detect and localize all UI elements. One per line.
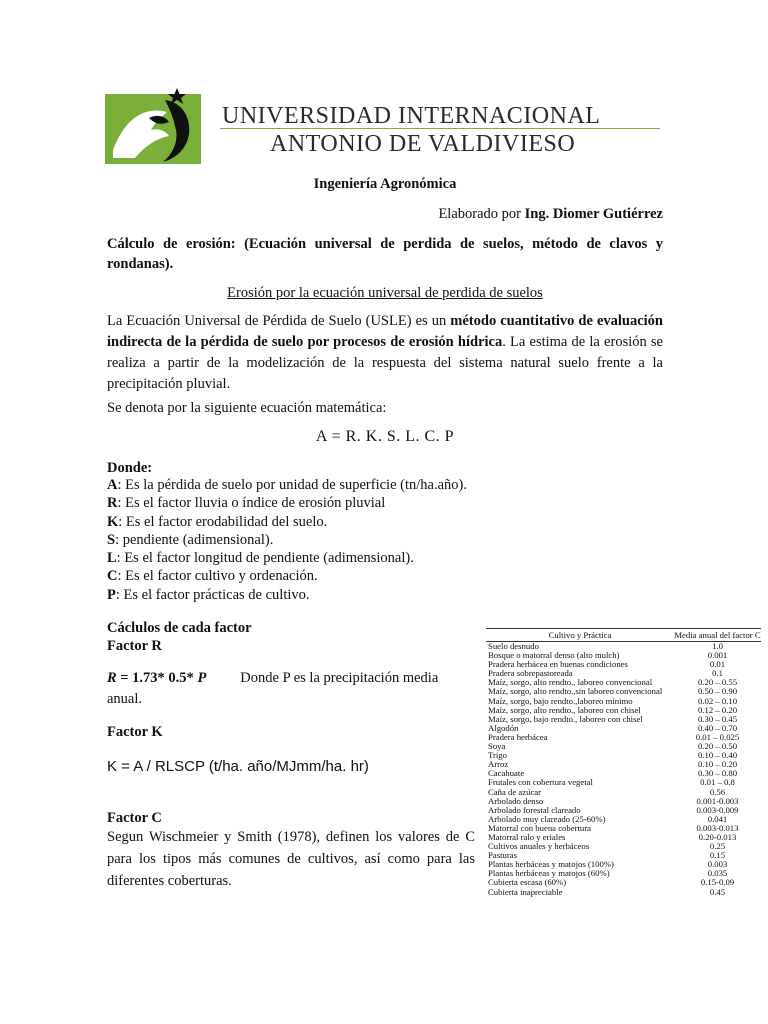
c-value-cell: 0.01: [709, 659, 726, 670]
definition-text: : Es el factor longitud de pendiente (adimensional).: [116, 550, 414, 567]
header-rule: [220, 128, 660, 129]
crop-cell: Maíz, sorgo, bajo rendto., laboreo con chisel: [488, 713, 643, 724]
c-value-cell: 0.20 – 0.55: [697, 677, 738, 688]
c-value-cell: 0.001: [707, 650, 728, 661]
column-header-value: Media anual del factor C: [674, 630, 761, 640]
c-value-cell: 0.003: [707, 859, 728, 870]
calculation-title: Cálculo de erosión: (Ecuación universal de perdida de suelos, método de clavos y rondanas).: [107, 236, 663, 272]
c-value-cell: 0.003-0.013: [696, 822, 739, 833]
section-title: [107, 283, 663, 303]
crop-cell: Trigo: [488, 750, 507, 761]
crop-cell: Pradera sobrepastoreada: [488, 668, 573, 679]
definition-text: : Es la pérdida de suelo por unidad de superficie (tn/ha.año).: [117, 477, 467, 493]
crop-cell: Plantas herbáceas y matojos (100%): [488, 859, 614, 870]
definition-item: [107, 494, 667, 512]
crop-cell: Pradera herbácea en buenas condiciones: [488, 659, 628, 670]
c-value-cell: 0.20-0.013: [698, 831, 737, 842]
crop-cell: Maíz, sorgo, alto rendto., laboreo convencional: [488, 677, 653, 688]
donde-heading: Donde:: [107, 460, 153, 476]
factor-k-formula: K = A / RLSCP (t/ha. año/MJmm/ha. hr): [107, 758, 369, 775]
table-row: [486, 888, 761, 897]
formula-r-lhs: R: [107, 670, 117, 686]
c-value-cell: 0.12 – 0.20: [697, 704, 738, 715]
definition-item: [107, 531, 667, 549]
c-value-cell: 0.50 – 0.90: [697, 686, 738, 697]
author-line: [107, 204, 663, 224]
crop-cell: Bosque o matorral denso (alto mulch): [488, 650, 620, 661]
factor-r-note: Donde P es la precipitación media anual.: [107, 670, 439, 707]
crop-cell: Maíz, sorgo, alto rendto.,sin laboreo convencional: [488, 686, 663, 697]
definition-key: L: [107, 550, 117, 567]
factor-k-heading: Factor K: [107, 724, 163, 740]
author-prefix: Elaborado por: [438, 206, 525, 222]
usle-paragraph: [107, 311, 663, 395]
factor-r-equation: [107, 670, 206, 686]
section-title-text: Erosión por la ecuación universal de perdida de suelos: [227, 285, 543, 301]
c-value-cell: 0.01 – 0.8: [700, 777, 735, 788]
formula-r-rhs: P: [197, 670, 207, 686]
crop-cell: Maíz, sorgo, alto rendto., laboreo con chisel: [488, 704, 641, 715]
definition-key: A: [107, 477, 118, 493]
c-value-cell: 0.003-0.009: [696, 804, 739, 815]
table-header-row: [486, 629, 761, 642]
table-body: [486, 642, 761, 897]
c-value-cell: 0.01 – 0.025: [695, 731, 740, 742]
c-value-cell: 0.10 – 0.40: [697, 750, 738, 761]
usle-paragraph-bold: método cuantitativo de evaluación indirecta de la pérdida de suelo por procesos de erosión hídrica: [107, 313, 663, 350]
c-value-cell: 0.56: [709, 786, 726, 797]
crop-cell: Caña de azúcar: [488, 786, 542, 797]
formula-r-mid: = 1.73* 0.5*: [116, 670, 198, 686]
definition-text: : pendiente (adimensional).: [115, 531, 274, 548]
crop-cell: Plantas herbáceas y matojos (60%): [488, 868, 610, 879]
crop-cell: Arroz: [488, 759, 509, 770]
crop-cell: Cubierta escasa (60%): [488, 877, 567, 888]
definition-text: : Es el factor erodabilidad del suelo.: [118, 513, 328, 530]
usle-paragraph-part3: . La estima de la erosión se realiza a partir de la modelización de la respuesta del sistema natural suelo frente a la precipitación pluvial.: [107, 334, 663, 392]
definition-item: [107, 476, 667, 494]
usle-equation: A = R. K. S. L. C. P: [315, 428, 455, 445]
crop-cell: Cubierta inapreciable: [488, 886, 563, 897]
university-name-line2: ANTONIO DE VALDIVIESO: [270, 131, 576, 157]
c-value-cell: 0.30 – 0.45: [697, 713, 738, 724]
factor-c-paragraph: Segun Wischmeier y Smith (1978), definen los valores de C para los tipos más comunes de cultivos, así como para las diferentes coberturas.: [107, 829, 475, 889]
author-name: Ing. Diomer Gutiérrez: [524, 206, 663, 222]
c-value-cell: 0.001-0.003: [696, 795, 739, 806]
crop-cell: Arbolado muy clareado (25-60%): [488, 813, 606, 824]
c-value-cell: 0.15-0.09: [700, 877, 735, 888]
definition-text: : Es el factor prácticas de cultivo.: [115, 586, 310, 603]
column-header-crop: Cultivo y Práctica: [486, 629, 674, 642]
c-value-cell: 0.40 – 0.70: [697, 722, 738, 733]
definition-key: S: [107, 531, 116, 548]
c-value-cell: 0.15: [709, 850, 726, 861]
c-value-cell: 0.10 – 0.20: [697, 759, 738, 770]
equation-intro: Se denota por la siguiente ecuación matemática:: [107, 400, 387, 416]
crop-cell: Pradera herbácea: [488, 731, 548, 742]
definition-item: [107, 567, 667, 585]
definition-item: [107, 513, 667, 531]
crop-cell: Maíz, sorgo, bajo rendto.,laboreo mínimo: [488, 695, 633, 706]
c-factor-table: [486, 628, 761, 897]
factor-c-heading: Factor C: [107, 810, 162, 826]
crop-cell: Pasturas: [488, 850, 517, 861]
c-value-cell: 0.45: [709, 886, 726, 897]
factor-r-formula: [107, 668, 467, 710]
definition-text: : Es el factor cultivo y ordenación.: [117, 568, 318, 585]
c-value-cell: 0.02 – 0.10: [697, 695, 738, 706]
crop-cell: Suelo desnudo: [488, 641, 539, 651]
definition-text: : Es el factor lluvia o índice de erosión pluvial: [117, 495, 386, 512]
c-value-cell: 0.1: [712, 668, 723, 679]
crop-cell: Cultivos anuales y herbáceos: [488, 841, 590, 852]
university-logo: [105, 88, 205, 164]
crop-cell: Matorral ralo y eriales: [488, 831, 566, 842]
university-name-line1: UNIVERSIDAD INTERNACIONAL: [222, 103, 601, 129]
crop-cell: Arbolado forestal clareado: [488, 804, 581, 815]
definition-key: C: [107, 568, 118, 585]
crop-cell: Frutales con cobertura vegetal: [488, 777, 593, 788]
c-value-cell: 0.20 – 0.50: [697, 741, 738, 752]
c-value-cell: 0.035: [707, 868, 728, 879]
factor-r-heading: Factor R: [107, 638, 162, 654]
definition-key: P: [107, 586, 116, 603]
c-value-cell: 0.25: [709, 841, 726, 852]
definition-key: R: [107, 495, 118, 512]
definition-item: [107, 586, 667, 604]
crop-cell: Arbolado denso: [488, 795, 544, 806]
c-value-cell: 1.0: [712, 641, 723, 651]
crop-cell: Algodón: [488, 722, 519, 733]
usle-paragraph-part1: La Ecuación Universal de Pérdida de Suelo (USLE) es un: [107, 313, 451, 329]
program-subtitle: Ingeniería Agronómica: [313, 176, 457, 192]
calculations-heading: Cáclulos de cada factor: [107, 620, 252, 636]
c-value-cell: 0.30 – 0.80: [697, 768, 738, 779]
definition-item: [107, 549, 667, 567]
crop-cell: Cacahuate: [488, 768, 525, 779]
crop-cell: Soya: [488, 741, 506, 752]
crop-cell: Matorral con buena cobertura: [488, 822, 591, 833]
definition-key: K: [107, 513, 119, 530]
c-value-cell: 0.041: [707, 813, 728, 824]
definitions-list: [107, 476, 667, 604]
